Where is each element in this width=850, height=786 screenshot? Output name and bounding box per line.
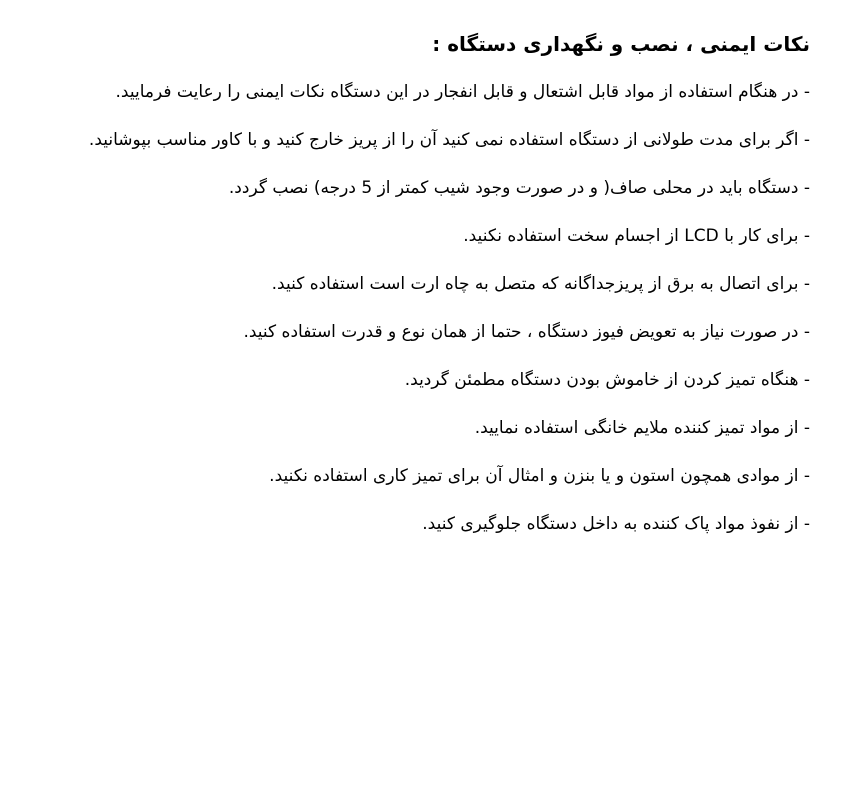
safety-item: - از نفوذ مواد پاک کننده به داخل دستگاه جلوگیری کنید. [422,514,810,534]
safety-item: - هنگاه تمیز کردن از خاموش بودن دستگاه مطمئن گردید. [404,370,810,390]
safety-item: - اگر برای مدت طولانی از دستگاه استفاده نمی کنید آن را از پریز خارج کنید و با کاور مناسب بپوشانید. [88,130,810,150]
safety-item: - از مواد تمیز کننده ملایم خانگی استفاده نمایید. [474,418,810,438]
safety-document [20,28,810,556]
safety-item: - در هنگام استفاده از مواد قابل اشتعال و قابل انفجار در این دستگاه نکات ایمنی را رعایت فرمایید. [115,82,810,102]
safety-item: - برای اتصال به برق از پریزجداگانه که متصل به چاه ارت است استفاده کنید. [271,274,810,294]
safety-item: - برای کار با LCD از اجسام سخت استفاده نکنید. [463,226,810,246]
safety-item: - از موادی همچون استون و یا بنزن و امثال آن برای تمیز کاری استفاده نکنید. [269,466,810,486]
safety-item: - در صورت نیاز به تعویض فیوز دستگاه ، حتما از همان نوع و قدرت استفاده کنید. [243,322,810,342]
document-title: نکات ایمنی ، نصب و نگهداری دستگاه : [432,32,810,56]
safety-item: - دستگاه باید در محلی صاف( و در صورت وجود شیب کمتر از 5 درجه) نصب گردد. [228,178,810,198]
safety-list [20,76,810,541]
